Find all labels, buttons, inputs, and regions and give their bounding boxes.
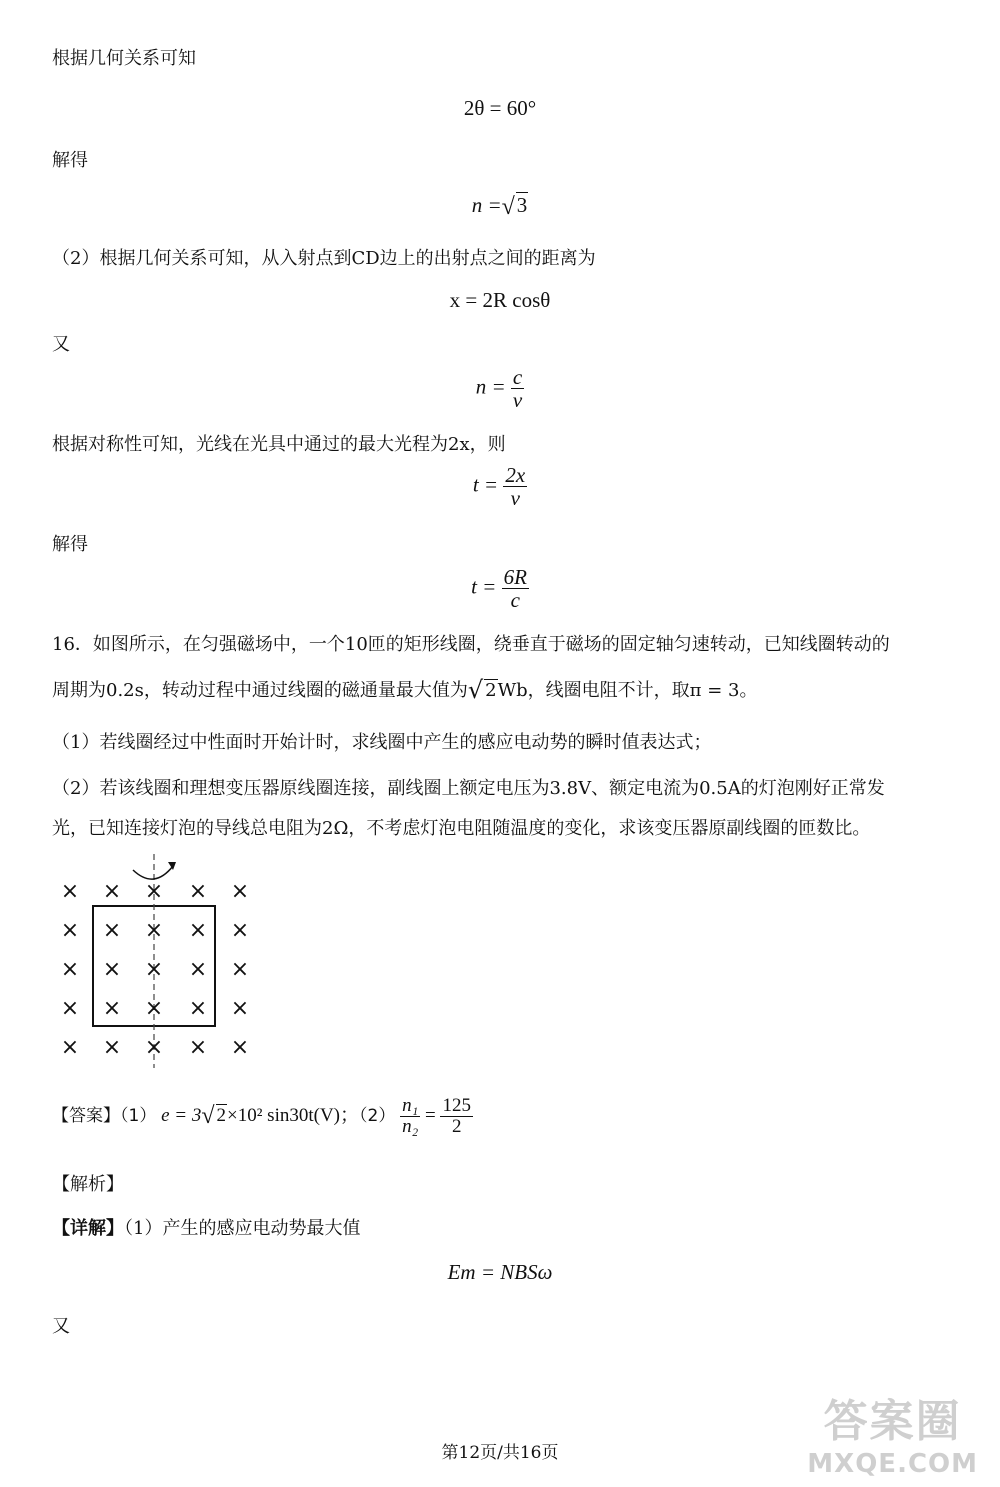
question-16-sub2b: 光，已知连接灯泡的导线总电阻为2Ω，不考虑灯泡电阻随温度的变化，求该变压器原副线圈的匝数比。 bbox=[52, 818, 871, 839]
field-cross-mark: × bbox=[144, 996, 164, 1021]
field-cross-mark: × bbox=[188, 957, 208, 982]
watermark-bottom: MXQE.COM bbox=[807, 1449, 978, 1479]
field-cross-mark: × bbox=[102, 879, 122, 904]
question-16-sub2a: （2）若该线圈和理想变压器原线圈连接，副线圈上额定电压为3.8V、额定电流为0.5A的灯泡刚好正常发 bbox=[52, 778, 885, 799]
magnetic-field-coil-figure bbox=[50, 850, 270, 1070]
text-line: 根据对称性可知，光线在光具中通过的最大光程为2x，则 bbox=[52, 434, 506, 455]
field-cross-mark: × bbox=[102, 918, 122, 943]
answer-line: 【答案】（1） e = 3√ 2×10² sin30t(V)；（2） $\frac{\text{n₁}}{\text{n₂}}$ = $\frac{125}{2}$ bbox=[52, 1095, 471, 1137]
field-cross-mark: × bbox=[144, 957, 164, 982]
field-cross-mark: × bbox=[230, 918, 250, 943]
text-line: （2）根据几何关系可知，从入射点到CD边上的出射点之间的距离为 bbox=[52, 248, 596, 269]
text-line: 又 bbox=[52, 1316, 70, 1337]
field-cross-mark: × bbox=[102, 957, 122, 982]
arrow-head-icon bbox=[168, 862, 176, 870]
equation-n-sqrt3: n =√3 bbox=[471, 193, 528, 220]
field-cross-mark: × bbox=[60, 957, 80, 982]
question-16-line1: 16．如图所示，在匀强磁场中，一个10匝的矩形线圈，绕垂直于磁场的固定轴匀速转动，已知线圈转动的 bbox=[52, 634, 890, 655]
field-cross-mark: × bbox=[144, 1035, 164, 1060]
watermark-logo bbox=[807, 1385, 978, 1479]
field-cross-mark: × bbox=[230, 957, 250, 982]
analysis-label: 【解析】 bbox=[52, 1174, 124, 1195]
field-cross-mark: × bbox=[102, 1035, 122, 1060]
question-16-sub1: （1）若线圈经过中性面时开始计时，求线圈中产生的感应电动势的瞬时值表达式； bbox=[52, 732, 712, 753]
rotation-arrow-icon bbox=[133, 866, 173, 879]
field-cross-mark: × bbox=[230, 1035, 250, 1060]
field-cross-mark: × bbox=[60, 918, 80, 943]
detail-line: 【详解】（1）产生的感应电动势最大值 bbox=[52, 1218, 361, 1239]
equation-em: Em = NBSω bbox=[447, 1260, 553, 1284]
field-cross-mark: × bbox=[60, 879, 80, 904]
field-cross-mark: × bbox=[144, 879, 164, 904]
equation-t-6r-c: t = $\frac{6R}{c}$ bbox=[471, 565, 527, 613]
text-line: 解得 bbox=[52, 534, 88, 555]
field-cross-mark: × bbox=[60, 996, 80, 1021]
field-cross-mark: × bbox=[102, 996, 122, 1021]
field-cross-mark: × bbox=[188, 1035, 208, 1060]
field-cross-mark: × bbox=[230, 879, 250, 904]
field-cross-mark: × bbox=[60, 1035, 80, 1060]
text-line: 又 bbox=[52, 334, 70, 355]
equation-2theta: 2θ = 60° bbox=[463, 96, 537, 120]
text-line: 根据几何关系可知 bbox=[52, 48, 196, 69]
field-cross-mark: × bbox=[230, 996, 250, 1021]
page-number: 第12页/共16页 bbox=[441, 1443, 559, 1463]
text-line: 解得 bbox=[52, 150, 88, 171]
equation-n-c-v: n = $\frac{c}{v}$ bbox=[475, 365, 523, 413]
field-cross-mark: × bbox=[188, 996, 208, 1021]
field-cross-mark: × bbox=[144, 918, 164, 943]
question-16-line2: 周期为0.2s，转动过程中通过线圈的磁通量最大值为√ 2Wb，线圈电阻不计，取π = 3。 bbox=[52, 676, 758, 704]
equation-x: x = 2R cosθ bbox=[449, 288, 551, 312]
field-cross-mark: × bbox=[188, 879, 208, 904]
equation-t-2x-v: t = $\frac{2x}{v}$ bbox=[472, 463, 526, 511]
watermark-top: 答案圈 bbox=[823, 1396, 962, 1447]
field-cross-mark: × bbox=[188, 918, 208, 943]
